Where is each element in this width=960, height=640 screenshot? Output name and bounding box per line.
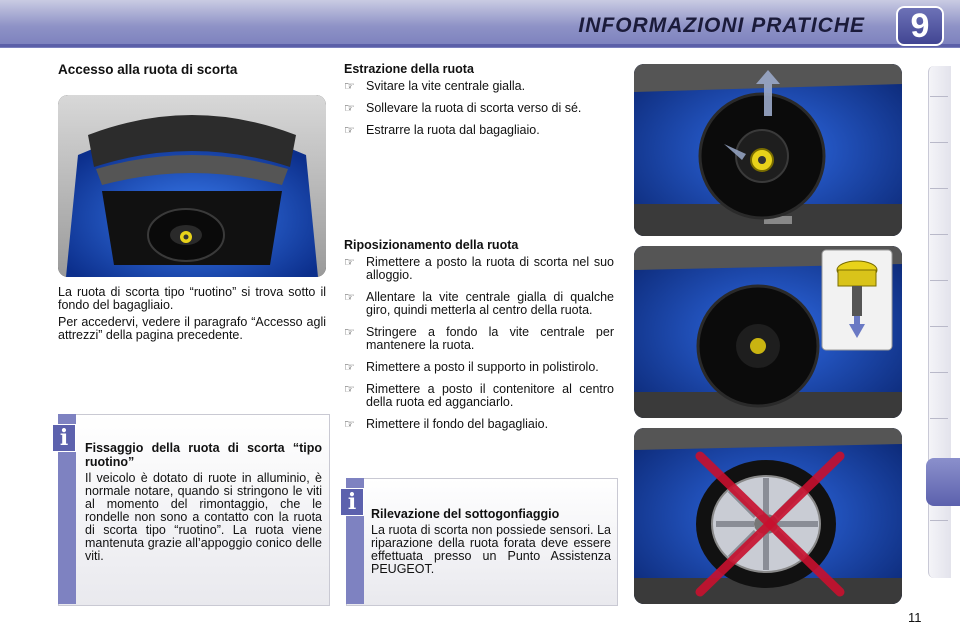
photo-extraction (634, 64, 902, 236)
list-item: ☞ Estrarre la ruota dal bagagliaio. (344, 123, 540, 137)
trunk-illustration (58, 95, 326, 277)
reference-paragraph: Per accedervi, vedere il paragrafo “Accesso agli attrezzi” della pagina precedente. (58, 315, 326, 342)
tab-divider (930, 280, 948, 281)
tab-divider (930, 326, 948, 327)
info-box-title: Fissaggio della ruota di scorta “tipo ruotino” (85, 441, 322, 469)
tab-divider (930, 372, 948, 373)
tab-divider (930, 234, 948, 235)
list-item: ☞ Stringere a fondo la vite centrale per mantenere la ruota. (344, 325, 614, 352)
extraction-illustration (634, 64, 902, 236)
pointing-hand-icon: ☞ (344, 417, 355, 431)
pointing-hand-icon: ☞ (344, 123, 355, 137)
list-item: ☞ Rimettere a posto il supporto in polistirolo. (344, 360, 599, 374)
trunk-photo (58, 95, 326, 277)
list-item: ☞ Rimettere a posto il contenitore al centro della ruota ed agganciarlo. (344, 382, 614, 409)
reposition-steps (344, 256, 614, 440)
tab-divider (930, 520, 948, 521)
tab-divider (930, 188, 948, 189)
photo-screw-detail (634, 246, 902, 418)
pointing-hand-icon: ☞ (344, 79, 355, 93)
intro-paragraph: La ruota di scorta tipo “ruotino” si trova sotto il fondo del bagagliaio. (58, 285, 326, 312)
wrong-wheel-illustration (634, 428, 902, 604)
pointing-hand-icon: ☞ (344, 290, 355, 304)
info-box-text: Il veicolo è dotato di ruote in alluminio, è normale notare, quando si stringono le viti al momento del rimontaggio, che le rondelle non sono a contatto con la ruota di scorta tipo “ruotino”. La ruota viene mantenuta grazie all’appoggio conico delle viti. (85, 471, 322, 563)
pointing-hand-icon: ☞ (344, 360, 355, 374)
list-item: ☞ Allentare la vite centrale gialla di qualche giro, quindi metterla al centro della ruota. (344, 290, 614, 317)
pointing-hand-icon: ☞ (344, 325, 355, 339)
chapter-badge: 9 (896, 6, 944, 46)
pointing-hand-icon: ☞ (344, 101, 355, 115)
info-box-text: La ruota di scorta non possiede sensori. La riparazione della ruota forata deve essere effettuata presso un Punto Assistenza PEUGEOT. (371, 523, 611, 576)
list-item: ☞ Rimettere il fondo del bagagliaio. (344, 417, 549, 431)
section-title-spare-wheel-access: Accesso alla ruota di scorta (58, 62, 238, 77)
pointing-hand-icon: ☞ (344, 382, 355, 396)
info-icon: i (52, 424, 76, 452)
section-title-reposition: Riposizionamento della ruota (344, 238, 519, 252)
extraction-steps (344, 80, 614, 146)
tab-divider (930, 96, 948, 97)
pointing-hand-icon: ☞ (344, 255, 355, 269)
screw-detail-illustration (634, 246, 902, 418)
section-title-extraction: Estrazione della ruota (344, 62, 474, 76)
page-number: 11 (908, 610, 922, 625)
header-rule (0, 44, 960, 47)
info-box-title: Rilevazione del sottogonfiaggio (371, 507, 560, 521)
info-icon: i (340, 488, 364, 516)
chapter-tab-active[interactable] (926, 458, 960, 506)
photo-wrong-wheel (634, 428, 902, 604)
page-title: INFORMAZIONI PRATICHE (578, 14, 865, 37)
tab-divider (930, 142, 948, 143)
tab-divider (930, 418, 948, 419)
list-item: ☞ Rimettere a posto la ruota di scorta nel suo alloggio. (344, 255, 614, 282)
list-item: ☞ Svitare la vite centrale gialla. (344, 79, 526, 93)
list-item: ☞ Sollevare la ruota di scorta verso di sé. (344, 101, 582, 115)
